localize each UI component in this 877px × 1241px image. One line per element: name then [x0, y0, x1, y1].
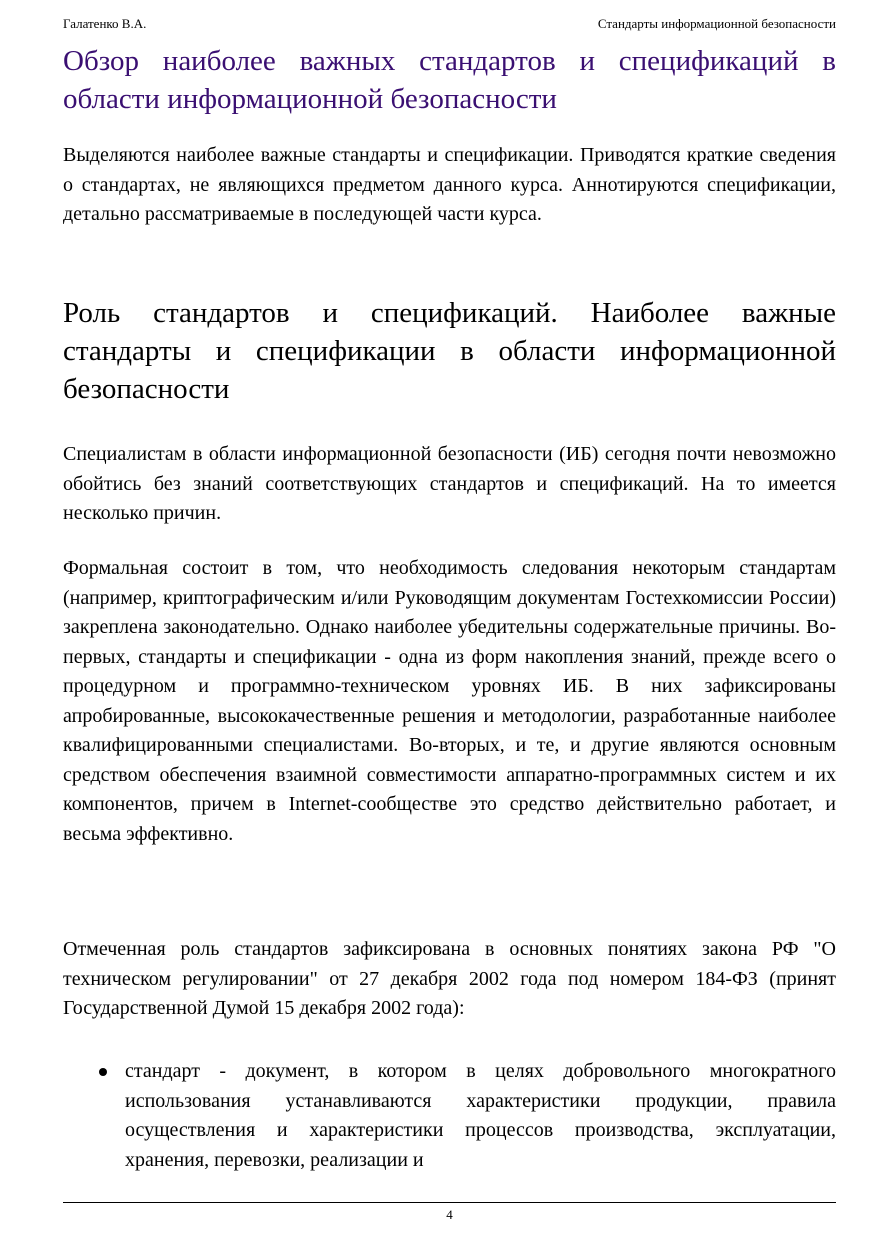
- running-header: [63, 16, 836, 32]
- body-paragraph-1: Специалистам в области информационной безопасности (ИБ) сегодня почти невозможно обойтись без знаний соответствующих стандартов и спецификаций. На то имеется несколько причин.: [63, 443, 836, 524]
- bullet-icon: [99, 1068, 107, 1076]
- chapter-title: Обзор наиболее важных стандартов и спецификаций в области информационной безопасности: [63, 45, 836, 115]
- definition-list: [63, 1057, 836, 1175]
- abstract-paragraph: Выделяются наиболее важные стандарты и спецификации. Приводятся краткие сведения о стандартах, не являющихся предметом данного курса. Аннотируются спецификации, детально рассматриваемые в последующей части курса.: [63, 144, 836, 225]
- header-author: Галатенко В.А.: [63, 16, 147, 31]
- header-book-title: Стандарты информационной безопасности: [597, 16, 836, 31]
- footer-divider: [63, 1202, 836, 1203]
- list-item-text: стандарт - документ, в котором в целях добровольного многократного использования устанавливаются характеристики продукции, правила осуществления и характеристики процессов производства, эксплуатации, хранения, перевозки, реализации и: [125, 1060, 836, 1171]
- page-number: 4: [446, 1207, 453, 1222]
- body-paragraph-3: Отмеченная роль стандартов зафиксирована в основных понятиях закона РФ "О техническом регулировании" от 27 декабря 2002 года под номером 184-ФЗ (принят Государственной Думой 15 декабря 2002 года):: [63, 938, 836, 1019]
- section-heading: Роль стандартов и спецификаций. Наиболее важные стандарты и спецификации в области информационной безопасности: [63, 297, 836, 405]
- body-paragraph-2: Формальная состоит в том, что необходимость следования некоторым стандартам (например, криптографическим и/или Руководящим документам Гостехкомиссии России) закреплена законодательно. Однако наиболее убедительны содержательные причины. Во-первых, стандарты и спецификации - одна из форм накопления знаний, прежде всего о процедурном и программно-техническом уровнях ИБ. В них зафиксированы апробированные, высококачественные решения и методологии, разработанные наиболее квалифицированными специалистами. Во-вторых, и те, и другие являются основным средством обеспечения взаимной совместимости аппаратно-программных систем и их компонентов, причем в Internet-сообществе это средство действительно работает, и весьма эффективно.: [63, 557, 836, 845]
- list-item: [63, 1057, 836, 1175]
- document-page: [63, 0, 836, 1241]
